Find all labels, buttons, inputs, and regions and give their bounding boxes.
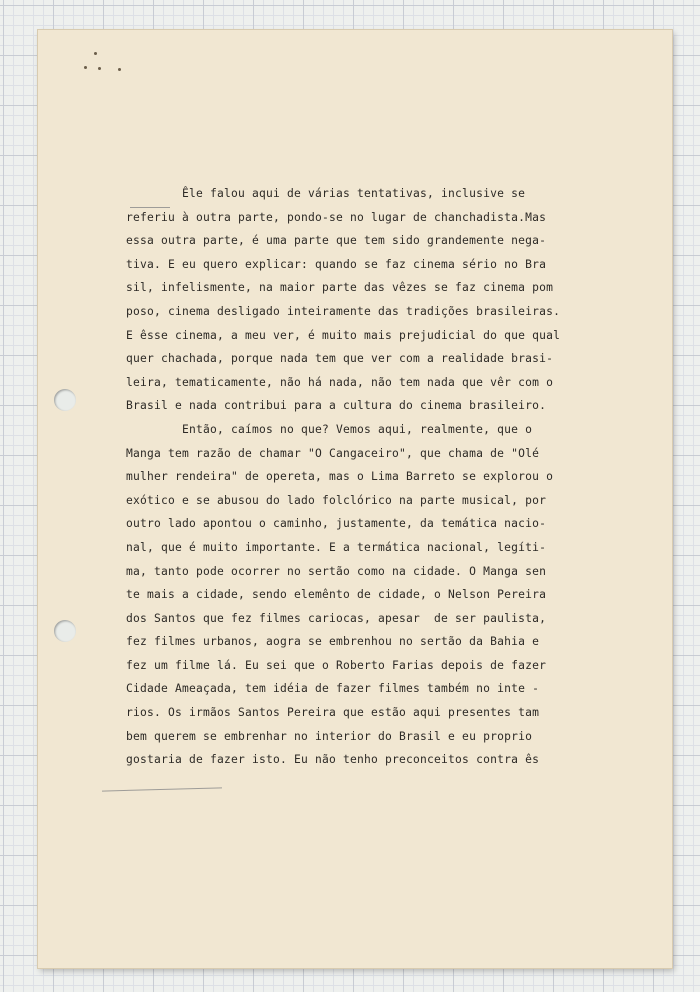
ink-speck (98, 67, 101, 70)
text-line: E êsse cinema, a meu ver, é muito mais prejudicial do que qual (126, 328, 561, 342)
ink-speck (84, 66, 87, 69)
text-line: Manga tem razão de chamar "O Cangaceiro", que chama de "Olé (126, 446, 540, 460)
text-line: bem querem se embrenhar no interior do Brasil e eu proprio (126, 729, 533, 743)
text-line: essa outra parte, é uma parte que tem sido grandemente nega- (126, 234, 547, 248)
pencil-underline-margin (102, 787, 222, 791)
text-line: sil, infelismente, na maior parte das vêzes se faz cinema pom (126, 281, 554, 295)
punch-hole-bottom (54, 620, 76, 642)
text-line: fez filmes urbanos, aogra se embrenhou no sertão da Bahia e (126, 635, 540, 649)
text-line: tiva. E eu quero explicar: quando se faz cinema sério no Bra (126, 257, 547, 271)
ink-speck (118, 68, 121, 71)
text-line: gostaria de fazer isto. Eu não tenho preconceitos contra ês (126, 753, 540, 767)
text-line: quer chachada, porque nada tem que ver com a realidade brasi- (126, 352, 554, 366)
body-text (126, 182, 646, 772)
text-line: dos Santos que fez filmes cariocas, apesar de ser paulista, (126, 611, 547, 625)
text-line: rios. Os irmãos Santos Pereira que estão aqui presentes tam (126, 706, 540, 720)
text-line: exótico e se abusou do lado folclórico na parte musical, por (126, 493, 547, 507)
text-line: referiu à outra parte, pondo-se no lugar de chanchadista.Mas (126, 210, 547, 224)
text-line: fez um filme lá. Eu sei que o Roberto Farias depois de fazer (126, 658, 547, 672)
text-line: Cidade Ameaçada, tem idéia de fazer filmes também no inte - (126, 682, 540, 696)
text-line: ma, tanto pode ocorrer no sertão como na cidade. O Manga sen (126, 564, 547, 578)
typewritten-page (38, 30, 672, 968)
text-line: outro lado apontou o caminho, justamente, da temática nacio- (126, 517, 547, 531)
text-line: nal, que é muito importante. E a termática nacional, legíti- (126, 540, 547, 554)
punch-hole-top (54, 389, 76, 411)
text-line: mulher rendeira" de opereta, mas o Lima Barreto se explorou o (126, 470, 554, 484)
text-line: Então, caímos no que? Vemos aqui, realmente, que o (126, 422, 533, 436)
text-line: poso, cinema desligado inteiramente das tradições brasileiras. (126, 304, 561, 318)
text-line: leira, tematicamente, não há nada, não tem nada que vêr com o (126, 375, 554, 389)
text-line: te mais a cidade, sendo elemênto de cidade, o Nelson Pereira (126, 588, 547, 602)
text-line: Êle falou aqui de várias tentativas, inclusive se (126, 187, 526, 200)
text-line: Brasil e nada contribui para a cultura do cinema brasileiro. (126, 399, 547, 413)
ink-speck (94, 52, 97, 55)
